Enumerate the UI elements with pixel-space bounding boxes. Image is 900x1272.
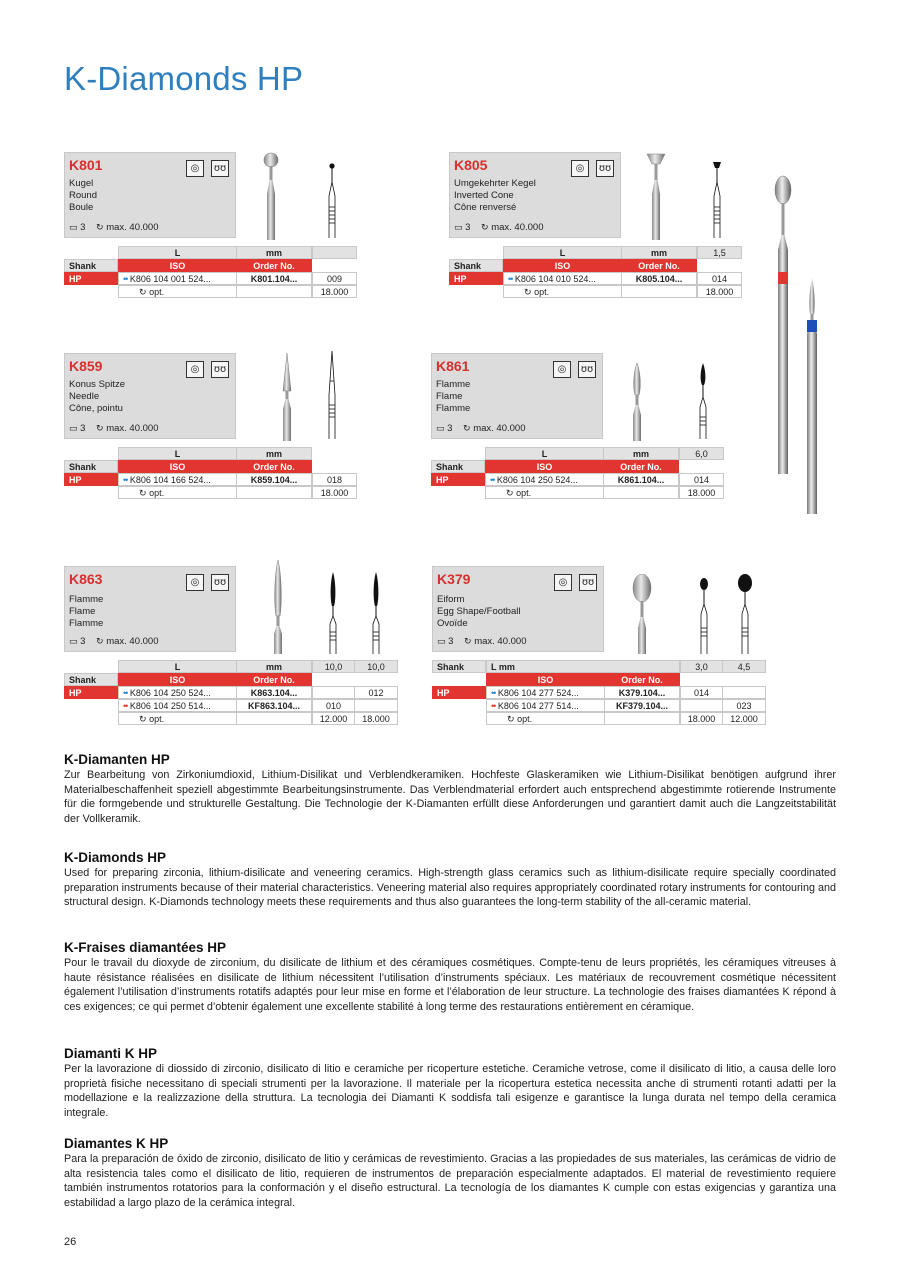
- size-header: [312, 246, 357, 259]
- package-icon: ▭: [437, 637, 446, 647]
- section-title: K-Diamonds HP: [64, 850, 167, 865]
- bur-image-flame: [627, 363, 647, 441]
- product-card: [64, 353, 236, 439]
- iso-code-1: •• K806 104 250 524...: [118, 686, 237, 699]
- section-title: Diamanti K HP: [64, 1046, 158, 1061]
- bur-image-egg: [630, 574, 654, 654]
- section-it: [64, 1046, 836, 1120]
- shank-label: Shank: [64, 259, 118, 272]
- product-code: K861: [436, 358, 470, 374]
- rotation-icon: ↻: [507, 714, 515, 724]
- size-header: 6,0: [679, 447, 724, 460]
- product-names: Flamme Flame Flamme: [436, 379, 471, 414]
- bur-drawing-flame-2: [368, 572, 384, 654]
- product-code: K859: [69, 358, 103, 374]
- rotation-icon: ↻: [481, 223, 489, 233]
- rpm-value: 18.000: [312, 285, 357, 298]
- product-card: [432, 566, 604, 652]
- rotation-icon: ↻: [139, 488, 147, 498]
- bur-image-round: [260, 152, 282, 240]
- product-photo: [770, 170, 830, 520]
- iso-code-1: •• K806 104 277 524...: [486, 686, 605, 699]
- bur-drawing-inverted-cone: [709, 162, 725, 238]
- page-title: K-Diamonds HP: [64, 60, 304, 97]
- iso-code-2: •• K806 104 250 514...: [118, 699, 237, 712]
- package-icon: ▭: [454, 223, 463, 233]
- section-text: Per la lavorazione di diossido di zirconio, disilicato di litio e ceramiche per ricoperture estetiche. Ceramiche vetrose, come il disilicato di litio, a causa delle loro proprietà fisiche necessitano di speciali strumenti per la lavorazione. Il materiale per la ricopertura estetica necessita anche di strumenti rotanti adatti per la modellazione e la realizzazione della struttura. La tecnologia dei Diamanti K soddisfa tali esigenze e garantisce la lunga durata nel tempo della ceramica integrale.: [64, 1063, 836, 1119]
- name-en: Round: [69, 190, 97, 201]
- opt-row: ↻ opt.: [118, 285, 237, 298]
- size-value: 009: [312, 272, 357, 285]
- order-number: K801.104...: [236, 272, 312, 285]
- section-text: Pour le travail du dioxyde de zirconium, du disilicate de lithium et des céramiques cosmétiques. Compte-tenu de leurs propriétés, les céramiques vitreuses à haute résistance réalisées en disilicate de lithium nécessitent l’utilisation d’instruments spéciaux. Les matériaux de recouvrement cosmétique nécessitent également l’utilisation d’instruments rotatifs adaptés pour leur mise en forme et l’élaboration de leur structure. La technologie des fraises diamantées K répond à ces exigences; ce qui permet d’obtenir également une excellente stabilité à long terme des restaurations entièrement en céramique.: [64, 957, 836, 1013]
- product-card: [64, 566, 236, 652]
- section-text: Zur Bearbeitung von Zirkoniumdioxid, Lithium-Disilikat und Verblendkeramiken. Hochfeste Glaskeramiken wie Lithium-Disilikat benötigen aufgrund ihrer Materialbeschaffenheit speziell abgestimmte Bearbeitungsinstrumente. Das Verblendmaterial erfordert auch entsprechend abgestimmte rotierende Instrumente für die formgebende und strukturelle Gestaltung. Die Technologie der K-Diamanten erfüllt diese Anforderungen und garantiert damit auch die Langzeitstabilität der Vollkeramik.: [64, 769, 836, 825]
- rotation-icon: ↻: [506, 488, 514, 498]
- section-title: K-Fraises diamantées HP: [64, 940, 227, 955]
- package-icon: ▭: [69, 637, 78, 647]
- pack-speed: ▭ 3 ↻ max. 40.000: [454, 222, 544, 233]
- pack-speed: ▭ 3 ↻ max. 40.000: [436, 423, 526, 434]
- pack-speed: ▭ 3 ↻ max. 40.000: [69, 222, 159, 233]
- product-names: Flamme Flame Flamme: [69, 594, 104, 629]
- rotation-icon: ↻: [464, 637, 472, 647]
- package-icon: ▭: [69, 223, 78, 233]
- product-code: K801: [69, 157, 103, 173]
- ceramic-icon: ◎: [186, 361, 204, 378]
- iso-header: ISO: [118, 259, 237, 272]
- name-de: Kugel: [69, 178, 94, 189]
- product-names: Eiform Egg Shape/Football Ovoïde: [437, 594, 521, 629]
- iso-code: •• K806 104 166 524...: [118, 473, 237, 486]
- bur-drawing-round: [324, 162, 340, 238]
- product-names: [69, 178, 97, 214]
- rotation-icon: ↻: [139, 714, 147, 724]
- col-header-l: L: [118, 246, 237, 259]
- iso-code: •• K806 104 250 524...: [485, 473, 604, 486]
- product-names: Umgekehrter Kegel Inverted Cone Cône renversé: [454, 178, 536, 213]
- name-fr: Boule: [69, 202, 94, 213]
- opt-row: ↻ opt.: [485, 486, 604, 499]
- bur-drawing-egg-small: [696, 578, 712, 654]
- hp-label: HP: [64, 272, 118, 285]
- ceramic-icon: ◎: [186, 160, 204, 177]
- iso-code: •• K806 104 010 524...: [503, 272, 622, 285]
- product-code: K379: [437, 571, 471, 587]
- rotation-icon: ↻: [96, 637, 104, 647]
- iso-code-2: •• K806 104 277 514...: [486, 699, 605, 712]
- size-header: 1,5: [697, 246, 742, 259]
- empty-cell: [236, 285, 312, 298]
- package-icon: ▭: [436, 424, 445, 434]
- pack-speed: ▭ 3 ↻ max. 40.000: [69, 423, 159, 434]
- section-en: [64, 850, 836, 910]
- section-title: Diamantes K HP: [64, 1136, 169, 1151]
- bur-image-needle: [278, 353, 296, 441]
- page-number: 26: [64, 1236, 77, 1248]
- opt-row: ↻ opt.: [503, 285, 622, 298]
- tooth-icon: ʊʊ: [578, 361, 596, 378]
- rotation-icon: ↻: [96, 424, 104, 434]
- ceramic-icon: ◎: [553, 361, 571, 378]
- bur-drawing-needle: [324, 351, 340, 439]
- ceramic-icon: ◎: [554, 574, 572, 591]
- bur-image-long-flame: [268, 560, 288, 654]
- product-code: K863: [69, 571, 103, 587]
- package-icon: ▭: [69, 424, 78, 434]
- order-number: K805.104...: [621, 272, 697, 285]
- section-text: Used for preparing zirconia, lithium-disilicate and veneering ceramics. High-strength glass ceramics such as lithium-disilicate require specially coordinated preparation instruments because of their material characteristics. Veneering material also requires appropriately coordinated rotary instruments for contouring and structural design. K-Diamonds technology meets these requirements and thus also guarantees the long-term stability of the all-ceramic material.: [64, 867, 836, 908]
- opt-row: ↻ opt.: [118, 712, 237, 725]
- tooth-icon: ʊʊ: [211, 574, 229, 591]
- bur-image-inverted-cone: [645, 152, 667, 240]
- rotation-icon: ↻: [96, 223, 104, 233]
- bur-drawing-egg-large: [735, 574, 755, 654]
- tooth-icon: ʊʊ: [211, 160, 229, 177]
- tooth-icon: ʊʊ: [596, 160, 614, 177]
- section-de: [64, 752, 836, 826]
- pack-speed: ▭ 3 ↻ max. 40.000: [69, 636, 159, 647]
- rotation-icon: ↻: [463, 424, 471, 434]
- bur-drawing-flame: [695, 363, 711, 439]
- col-header-mm: mm: [236, 246, 312, 259]
- tooth-icon: ʊʊ: [211, 361, 229, 378]
- rotation-icon: ↻: [524, 287, 532, 297]
- product-card: [431, 353, 603, 439]
- section-fr: [64, 940, 836, 1014]
- section-es: [64, 1136, 836, 1210]
- opt-row: ↻ opt.: [486, 712, 605, 725]
- section-text: Para la preparación de óxido de zirconio, disilicato de litio y cerámicas de revestimiento. Gracias a las propiedades de sus materiales, las cerámicas de vidrio de alta resistencia tales como el disilicato de litio, requieren de instrumentos de preparación especialmente adaptados. El material de revestimiento requiere también instrumentos rotatorios para la conformación y el diseño estructural. La tecnología de los diamantes K cumple con estas exigencias y garantiza una estabilidad a largo plazo de la cerámica integral.: [64, 1153, 836, 1209]
- product-card: [64, 152, 236, 238]
- bur-drawing-flame-1: [325, 572, 341, 654]
- ceramic-icon: ◎: [186, 574, 204, 591]
- rotation-icon: ↻: [139, 287, 147, 297]
- pack-speed: ▭ 3 ↻ max. 40.000: [437, 636, 527, 647]
- section-title: K-Diamanten HP: [64, 752, 170, 767]
- order-header: Order No.: [236, 259, 312, 272]
- ceramic-icon: ◎: [571, 160, 589, 177]
- opt-row: ↻ opt.: [118, 486, 237, 499]
- iso-code: •• K806 104 001 524...: [118, 272, 237, 285]
- tooth-icon: ʊʊ: [579, 574, 597, 591]
- product-names: Konus Spitze Needle Cône, pointu: [69, 379, 125, 414]
- product-code: K805: [454, 157, 488, 173]
- product-card: [449, 152, 621, 238]
